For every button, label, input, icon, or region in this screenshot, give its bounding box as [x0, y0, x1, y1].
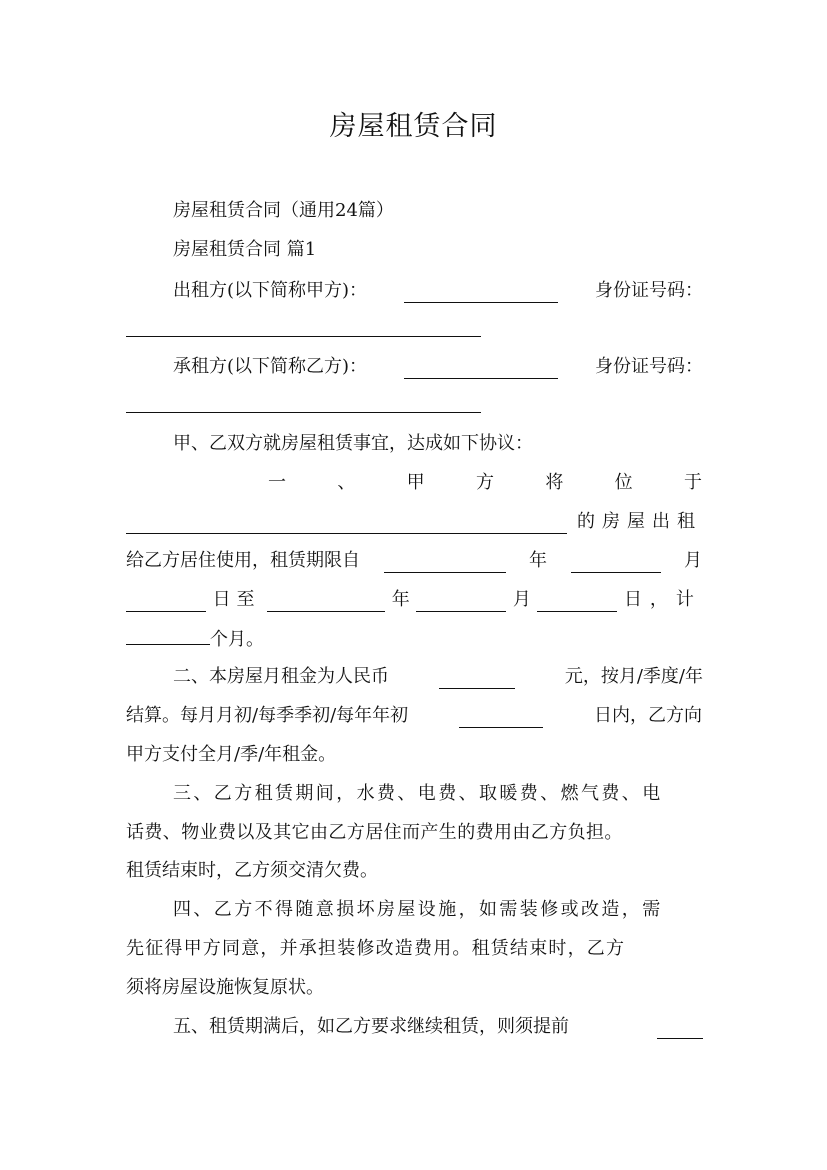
clause1-char: 位 — [614, 472, 633, 493]
lessor-line — [173, 279, 703, 303]
section-heading: 房屋租赁合同 篇1 — [173, 239, 317, 260]
page-title: 房屋租赁合同 — [329, 111, 498, 142]
clause1-line2 — [126, 510, 702, 534]
lessor-id-line — [126, 318, 702, 342]
end-day-blank — [537, 594, 617, 612]
start-month-blank — [571, 555, 661, 573]
year2-label: 年 — [391, 589, 410, 610]
clause1-line3 — [126, 549, 702, 573]
notice-blank — [657, 1021, 703, 1039]
months-blank — [126, 627, 210, 645]
lessee-name-blank — [404, 361, 558, 379]
months-label: 个月。 — [210, 629, 264, 650]
year-label: 年 — [529, 550, 547, 571]
clause3-line3: 租赁结束时，乙方须交清欠费。 — [126, 860, 378, 881]
clause1-line5 — [126, 627, 702, 651]
clause2-line2 — [126, 704, 702, 728]
clause2-text-a: 二、本房屋月租金为人民币 — [173, 666, 389, 687]
lessee-id-blank — [126, 394, 481, 413]
clause5-text: 五、租赁期满后，如乙方要求继续租赁，则须提前 — [173, 1016, 569, 1037]
day-to-label: 日至 — [212, 589, 261, 610]
clause1-term-text: 给乙方居住使用，租赁期限自 — [126, 550, 360, 571]
clause5-line1 — [173, 1015, 703, 1039]
lessor-id-blank — [126, 318, 481, 337]
clause2-line1 — [173, 665, 703, 689]
clause3-line1: 三、乙方租赁期间，水费、电费、取暖费、燃气费、电 — [173, 783, 663, 804]
rent-blank — [439, 671, 515, 689]
clause1-line4 — [126, 588, 702, 612]
end-year-blank — [267, 594, 385, 612]
month-label: 月 — [684, 550, 702, 571]
clause3-line2: 话费、物业费以及其它由乙方居住而产生的费用由乙方负担。 — [126, 822, 623, 843]
payment-day-blank — [459, 710, 543, 728]
lessee-line — [173, 355, 703, 379]
month2-label: 月 — [512, 589, 531, 610]
clause1-char: 方 — [475, 472, 494, 493]
start-day-blank — [126, 594, 206, 612]
lessee-id-line — [126, 394, 702, 418]
start-year-blank — [384, 555, 506, 573]
lessee-label: 承租方(以下简称乙方)： — [173, 356, 368, 377]
clause2-line3: 甲方支付全月/季/年租金。 — [126, 744, 337, 765]
lessee-id-label: 身份证号码： — [594, 356, 703, 377]
clause2-text-b: 元，按月/季度/年 — [564, 666, 703, 687]
clause1-char: 将 — [545, 472, 564, 493]
document-subtitle: 房屋租赁合同（通用24篇） — [173, 200, 394, 221]
clause4-line2: 先征得甲方同意，并承担装修改造费用。租赁结束时，乙方 — [126, 938, 626, 959]
clause1-char: 于 — [683, 472, 702, 493]
intro-text: 甲、乙双方就房屋租赁事宜，达成如下协议： — [173, 433, 533, 454]
clause2-text-d: 日内，乙方向 — [593, 705, 702, 726]
clause2-text-c: 结算。每月月初/每季季初/每年年初 — [126, 705, 409, 726]
lessor-label: 出租方(以下简称甲方)： — [173, 280, 368, 301]
clause1-char: 一 — [268, 472, 286, 493]
day2-label: 日，计 — [623, 589, 702, 610]
clause4-line3: 须将房屋设施恢复原状。 — [126, 977, 324, 998]
clause1-line1 — [268, 471, 702, 495]
location-blank — [126, 516, 567, 534]
lessor-name-blank — [404, 285, 558, 303]
lessor-id-label: 身份证号码： — [594, 280, 703, 301]
end-month-blank — [416, 594, 506, 612]
clause1-char: 、 — [337, 472, 356, 493]
clause1-tail: 的房屋出租 — [577, 511, 702, 532]
clause4-line1: 四、乙方不得随意损坏房屋设施，如需装修或改造，需 — [173, 899, 663, 920]
clause1-char: 甲 — [406, 472, 425, 493]
